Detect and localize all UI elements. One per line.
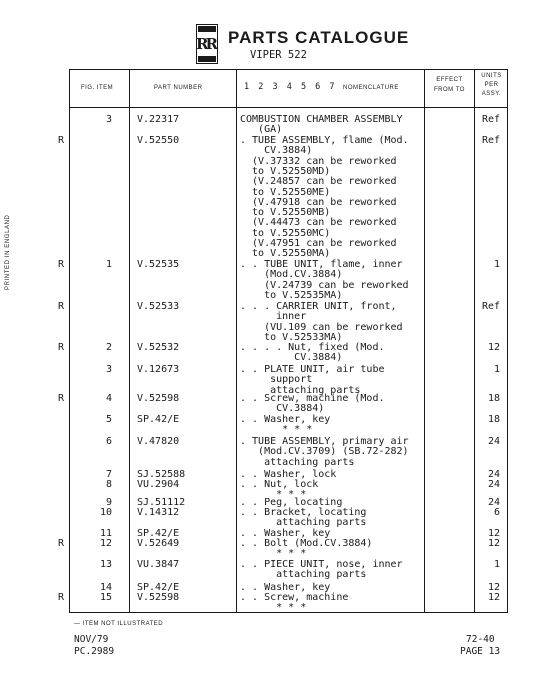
fig-item-number: 10 <box>99 507 112 518</box>
nomenclature-line: support <box>240 374 313 386</box>
units-per-assembly: 24 <box>487 479 500 490</box>
chapter-reference: 72-40 <box>466 634 495 645</box>
fig-item-number: 6 <box>105 436 112 447</box>
part-number: V.22317 <box>137 114 180 125</box>
units-per-assembly: 24 <box>487 436 500 447</box>
part-number: SP.42/E <box>137 414 180 425</box>
units-per-assembly: 12 <box>487 592 500 603</box>
revision-mark: R <box>58 259 65 270</box>
units-per-assembly: 12 <box>487 582 500 593</box>
issue-date: NOV/79 <box>74 634 109 645</box>
nomenclature-line: (V.37332 can be reworked <box>240 155 397 167</box>
units-per-assembly: 1 <box>493 364 500 375</box>
nomenclature-line: attaching parts <box>240 517 367 529</box>
part-number: V.52598 <box>137 393 180 404</box>
units-per-assembly: 24 <box>487 469 500 480</box>
nomenclature-line: CV.3884) <box>240 352 343 364</box>
units-per-assembly: Ref <box>481 114 500 125</box>
nomenclature-line: . . Washer, key <box>240 582 331 593</box>
fig-item-number: 3 <box>105 114 112 125</box>
pc-reference: PC.2989 <box>74 646 115 657</box>
divider-part-nom <box>236 69 237 613</box>
units-per-assembly: 12 <box>487 538 500 549</box>
nomenclature-line: . . TUBE UNIT, flame, inner <box>240 259 403 270</box>
revision-mark: R <box>58 135 65 146</box>
nomenclature-line: . . Washer, lock <box>240 469 337 480</box>
nomenclature-line: COMBUSTION CHAMBER ASSEMBLY <box>240 114 403 125</box>
fig-item-number: 13 <box>99 559 112 570</box>
nomenclature-line: . . Washer, key <box>240 414 331 425</box>
rolls-royce-logo: RR <box>196 24 218 64</box>
part-number: SJ.51112 <box>137 497 186 508</box>
units-per-assembly: 24 <box>487 497 500 508</box>
nomenclature-line: * * * <box>240 602 307 614</box>
col-header-units: UNITS <box>481 73 502 79</box>
fig-item-number: 3 <box>105 364 112 375</box>
col-header-assy: ASSY. <box>481 91 502 97</box>
nomenclature-line: (V.24739 can be reworked <box>240 279 409 291</box>
revision-mark: R <box>58 592 65 603</box>
col-header-effect: EFFECT <box>436 77 463 83</box>
nomenclature-line: (V.47951 can be reworked <box>240 238 397 249</box>
nomenclature-line: . . PLATE UNIT, air tube <box>240 364 385 375</box>
part-number: SJ.52588 <box>137 469 186 480</box>
col-header-part-number: PART NUMBER <box>154 85 203 91</box>
part-number: V.52532 <box>137 342 180 353</box>
nomenclature-line: . . Washer, key <box>240 528 331 539</box>
part-number: V.52550 <box>137 135 180 146</box>
nomenclature-line: . . . . Nut, fixed (Mod. <box>240 342 385 353</box>
nomenclature-line: to V.52550MD) <box>240 165 331 177</box>
nomenclature-line: . . . CARRIER UNIT, front, <box>240 301 397 312</box>
units-per-assembly: Ref <box>481 135 500 146</box>
nomenclature-line: . . Screw, machine <box>240 592 349 603</box>
nomenclature-line: (V.44473 can be reworked <box>240 217 397 229</box>
nomenclature-line: attaching parts <box>240 384 361 396</box>
units-per-assembly: Ref <box>481 301 500 312</box>
nomenclature-line: inner <box>240 311 307 323</box>
fig-item-number: 1 <box>105 259 112 270</box>
nomenclature-line: (V.47918 can be reworked <box>240 196 397 208</box>
units-per-assembly: 18 <box>487 393 500 404</box>
nomenclature-line: to V.52535MA) <box>240 289 343 301</box>
divider-fig-part <box>129 69 130 613</box>
revision-mark: R <box>58 393 65 404</box>
fig-item-number: 15 <box>99 592 112 603</box>
fig-item-number: 8 <box>105 479 112 490</box>
col-header-nomenclature: NOMENCLATURE <box>343 85 399 91</box>
revision-mark: R <box>58 342 65 353</box>
part-number: VU.2904 <box>137 479 180 490</box>
nomenclature-line: attaching parts <box>240 456 355 468</box>
col-header-indent-digits: 1 2 3 4 5 6 7 <box>244 82 337 92</box>
printed-in-england-note: PRINTED IN ENGLAND <box>5 214 11 290</box>
fig-item-number: 11 <box>99 528 112 539</box>
nomenclature-line: . . Bolt (Mod.CV.3884) <box>240 538 373 549</box>
engine-model: VIPER 522 <box>250 49 307 61</box>
nomenclature-line: . . Bracket, locating <box>240 507 367 518</box>
fig-item-number: 14 <box>99 582 112 593</box>
nomenclature-line: . TUBE ASSEMBLY, primary air <box>240 436 409 447</box>
nomenclature-line: * * * <box>240 489 307 501</box>
part-number: V.52598 <box>137 592 180 603</box>
part-number: V.52535 <box>137 259 180 270</box>
units-per-assembly: 18 <box>487 414 500 425</box>
part-number: V.14312 <box>137 507 180 518</box>
nomenclature-line: to V.52550ME) <box>240 186 331 198</box>
fig-item-number: 9 <box>105 497 112 508</box>
units-per-assembly: 1 <box>493 559 500 570</box>
nomenclature-line: CV.3884) <box>240 145 313 157</box>
nomenclature-line: (Mod.CV.3884) <box>240 269 343 281</box>
fig-item-number: 12 <box>99 538 112 549</box>
fig-item-number: 4 <box>105 393 112 404</box>
part-number: V.52649 <box>137 538 180 549</box>
nomenclature-line: to V.52550MB) <box>240 207 331 219</box>
part-number: SP.42/E <box>137 528 180 539</box>
nomenclature-line: CV.3884) <box>240 403 325 415</box>
divider-nom-effect <box>424 69 425 613</box>
revision-mark: R <box>58 301 65 312</box>
header-divider <box>69 107 508 108</box>
nomenclature-line: to V.52550MC) <box>240 227 331 239</box>
nomenclature-line: . . PIECE UNIT, nose, inner <box>240 559 403 570</box>
fig-item-number: 5 <box>105 414 112 425</box>
nomenclature-line: to V.52533MA) <box>240 331 343 343</box>
nomenclature-line: to V.52550MA) <box>240 248 331 260</box>
part-number: VU.3847 <box>137 559 180 570</box>
part-number: V.12673 <box>137 364 180 375</box>
nomenclature-line: (Mod.CV.3709) (SB.72-282) <box>240 446 409 458</box>
part-number: V.47820 <box>137 436 180 447</box>
document-title: PARTS CATALOGUE <box>228 28 410 47</box>
nomenclature-line: . . Nut, lock <box>240 479 319 490</box>
col-header-per: PER <box>484 82 499 88</box>
nomenclature-line: . TUBE ASSEMBLY, flame (Mod. <box>240 135 409 146</box>
units-per-assembly: 12 <box>487 342 500 353</box>
part-number: V.52533 <box>137 301 180 312</box>
revision-mark: R <box>58 538 65 549</box>
nomenclature-line: . . Peg, locating <box>240 497 343 508</box>
units-per-assembly: 12 <box>487 528 500 539</box>
units-per-assembly: 6 <box>493 507 500 518</box>
nomenclature-line: * * * <box>240 548 307 560</box>
units-per-assembly: 1 <box>493 259 500 270</box>
nomenclature-line: . . Screw, machine (Mod. <box>240 393 385 404</box>
nomenclature-line: (GA) <box>240 124 283 136</box>
item-not-illustrated-note: — ITEM NOT ILLUSTRATED <box>74 621 164 627</box>
nomenclature-line: * * * <box>240 424 313 436</box>
col-header-fig-item: FIG. ITEM <box>81 85 114 91</box>
page-number: PAGE 13 <box>460 646 501 657</box>
fig-item-number: 7 <box>105 469 112 480</box>
part-number: SP.42/E <box>137 582 180 593</box>
nomenclature-line: attaching parts <box>240 569 367 581</box>
fig-item-number: 2 <box>105 342 112 353</box>
nomenclature-line: (V.24857 can be reworked <box>240 176 397 188</box>
nomenclature-line: (VU.109 can be reworked <box>240 321 403 333</box>
col-header-from-to: FROM TO <box>434 87 465 93</box>
